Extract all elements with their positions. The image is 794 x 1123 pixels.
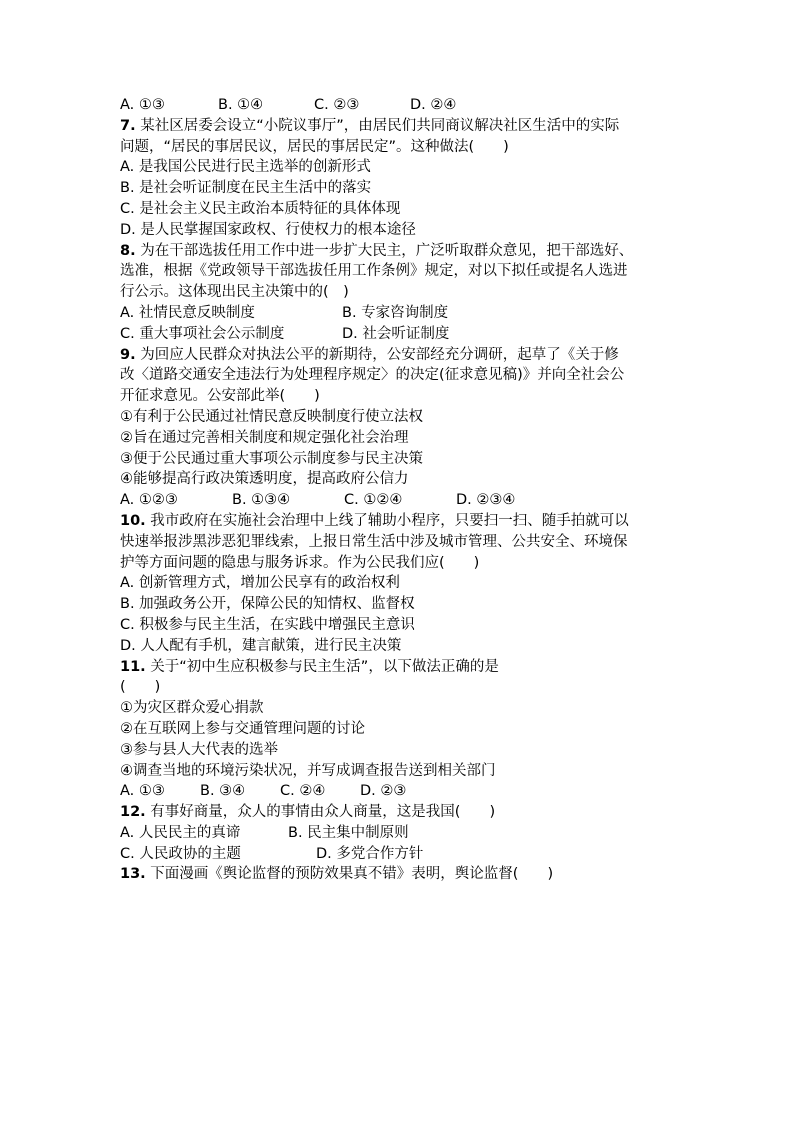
- text-line: 开征求意见。公安部此举( ): [120, 388, 320, 405]
- answer-option: B. 民主集中制原则: [288, 824, 409, 841]
- question-line: [120, 116, 680, 137]
- question-text: 为在干部选拔任用工作中进一步扩大民主，广泛听取群众意见，把干部选好、: [135, 242, 634, 259]
- text-line: D. 人人配有手机，建言献策，进行民主决策: [120, 637, 402, 654]
- answer-option: A. 社情民意反映制度: [120, 304, 255, 321]
- answer-option: B. 专家咨询制度: [342, 304, 449, 321]
- text-line: 快速举报涉黑涉恶犯罪线索，上报日常生活中涉及城市管理、公共安全、环境保: [120, 533, 628, 550]
- question-number: 11.: [120, 658, 146, 675]
- text-line: C. 积极参与民主生活，在实践中增强民主意识: [120, 616, 415, 633]
- answer-option: C. ②④: [280, 783, 326, 800]
- question-number: 8.: [120, 242, 136, 259]
- text-line: B. 加强政务公开，保障公民的知情权、监督权: [120, 596, 415, 613]
- answer-options-line: [120, 95, 680, 116]
- document-page: [120, 95, 680, 885]
- answer-option: B. ③④: [200, 783, 246, 800]
- answer-option: A. 人民民主的真谛: [120, 824, 241, 841]
- answer-option: C. 人民政协的主题: [120, 845, 241, 862]
- question-line: [120, 864, 680, 885]
- text-line: ③便于公民通过重大事项公示制度参与民主决策: [120, 450, 423, 467]
- question-line: [120, 241, 680, 262]
- text-line: B. 是社会听证制度在民主生活中的落实: [120, 180, 372, 197]
- answer-options-line: [120, 324, 680, 345]
- text-line: ④能够提高行政决策透明度，提高政府公信力: [120, 471, 409, 488]
- answer-option: A. ①②③: [120, 492, 178, 509]
- question-number: 7.: [120, 117, 136, 134]
- question-line: [120, 511, 680, 532]
- question-line: [120, 802, 680, 823]
- text-line: 改〈道路交通安全违法行为处理程序规定〉的决定(征求意见稿)》并向全社会公: [120, 367, 625, 384]
- answer-options-line: [120, 781, 680, 802]
- text-line: A. 创新管理方式，增加公民享有的政治权利: [120, 575, 400, 592]
- answer-option: C. 重大事项社会公示制度: [120, 325, 285, 342]
- answer-option: C. ①②④: [344, 492, 403, 509]
- question-number: 12.: [120, 804, 146, 821]
- question-line: [120, 345, 680, 366]
- text-line: ①为灾区群众爱心捐款: [120, 700, 264, 717]
- text-line: ③参与县人大代表的选举: [120, 741, 278, 758]
- question-line: [120, 657, 680, 678]
- answer-option: D. 多党合作方针: [316, 845, 424, 862]
- question-number: 9.: [120, 346, 136, 363]
- question-text: 有事好商量，众人的事情由众人商量，这是我国( ): [145, 804, 496, 821]
- text-line: 问题，“居民的事居民议，居民的事居民定”。这种做法( ): [120, 138, 509, 155]
- text-line: D. 是人民掌握国家政权、行使权力的根本途径: [120, 221, 416, 238]
- answer-option: B. ①③④: [232, 492, 291, 509]
- answer-option: A. ①③: [120, 783, 165, 800]
- question-text: 我市政府在实施社会治理中上线了辅助小程序，只要扫一扫、随手拍就可以: [145, 512, 629, 529]
- answer-option: B. ①④: [218, 97, 264, 113]
- text-line: C. 是社会主义民主政治本质特征的具体体现: [120, 200, 401, 217]
- answer-option: C. ②③: [314, 97, 360, 113]
- answer-option: D. ②③④: [456, 492, 516, 509]
- text-line: ( ): [120, 679, 161, 696]
- question-text: 为回应人民群众对执法公平的新期待，公安部经充分调研，起草了《关于修: [135, 346, 619, 363]
- text-line: A. 是我国公民进行民主选举的创新形式: [120, 159, 371, 176]
- question-text: 关于“初中生应积极参与民主生活”，以下做法正确的是: [145, 658, 499, 675]
- answer-option: D. ②④: [410, 97, 457, 113]
- answer-options-line: [120, 823, 680, 844]
- text-line: ①有利于公民通过社情民意反映制度行使立法权: [120, 408, 423, 425]
- text-line: ④调查当地的环境污染状况，并写成调查报告送到相关部门: [120, 762, 496, 779]
- question-text: 某社区居委会设立“小院议事厅”，由居民们共同商议解决社区生活中的实际: [135, 117, 620, 134]
- text-line: ②在互联网上参与交通管理问题的讨论: [120, 720, 365, 737]
- question-number: 10.: [120, 512, 146, 529]
- question-number: 13.: [120, 866, 146, 883]
- answer-options-line: [120, 844, 680, 865]
- question-text: 下面漫画《舆论监督的预防效果真不错》表明，舆论监督( ): [145, 866, 554, 883]
- text-line: 选准，根据《党政领导干部选拔任用工作条例》规定，对以下拟任或提名人选进: [120, 263, 628, 280]
- answer-option: D. 社会听证制度: [342, 325, 450, 342]
- answer-option: D. ②③: [360, 783, 407, 800]
- text-line: 护等方面问题的隐患与服务诉求。作为公民我们应( ): [120, 554, 480, 571]
- text-line: 行公示。这体现出民主决策中的( ): [120, 284, 349, 301]
- answer-option: A. ①③: [120, 97, 165, 113]
- answer-options-line: [120, 490, 680, 511]
- answer-options-line: [120, 303, 680, 324]
- text-line: ②旨在通过完善相关制度和规定强化社会治理: [120, 429, 409, 446]
